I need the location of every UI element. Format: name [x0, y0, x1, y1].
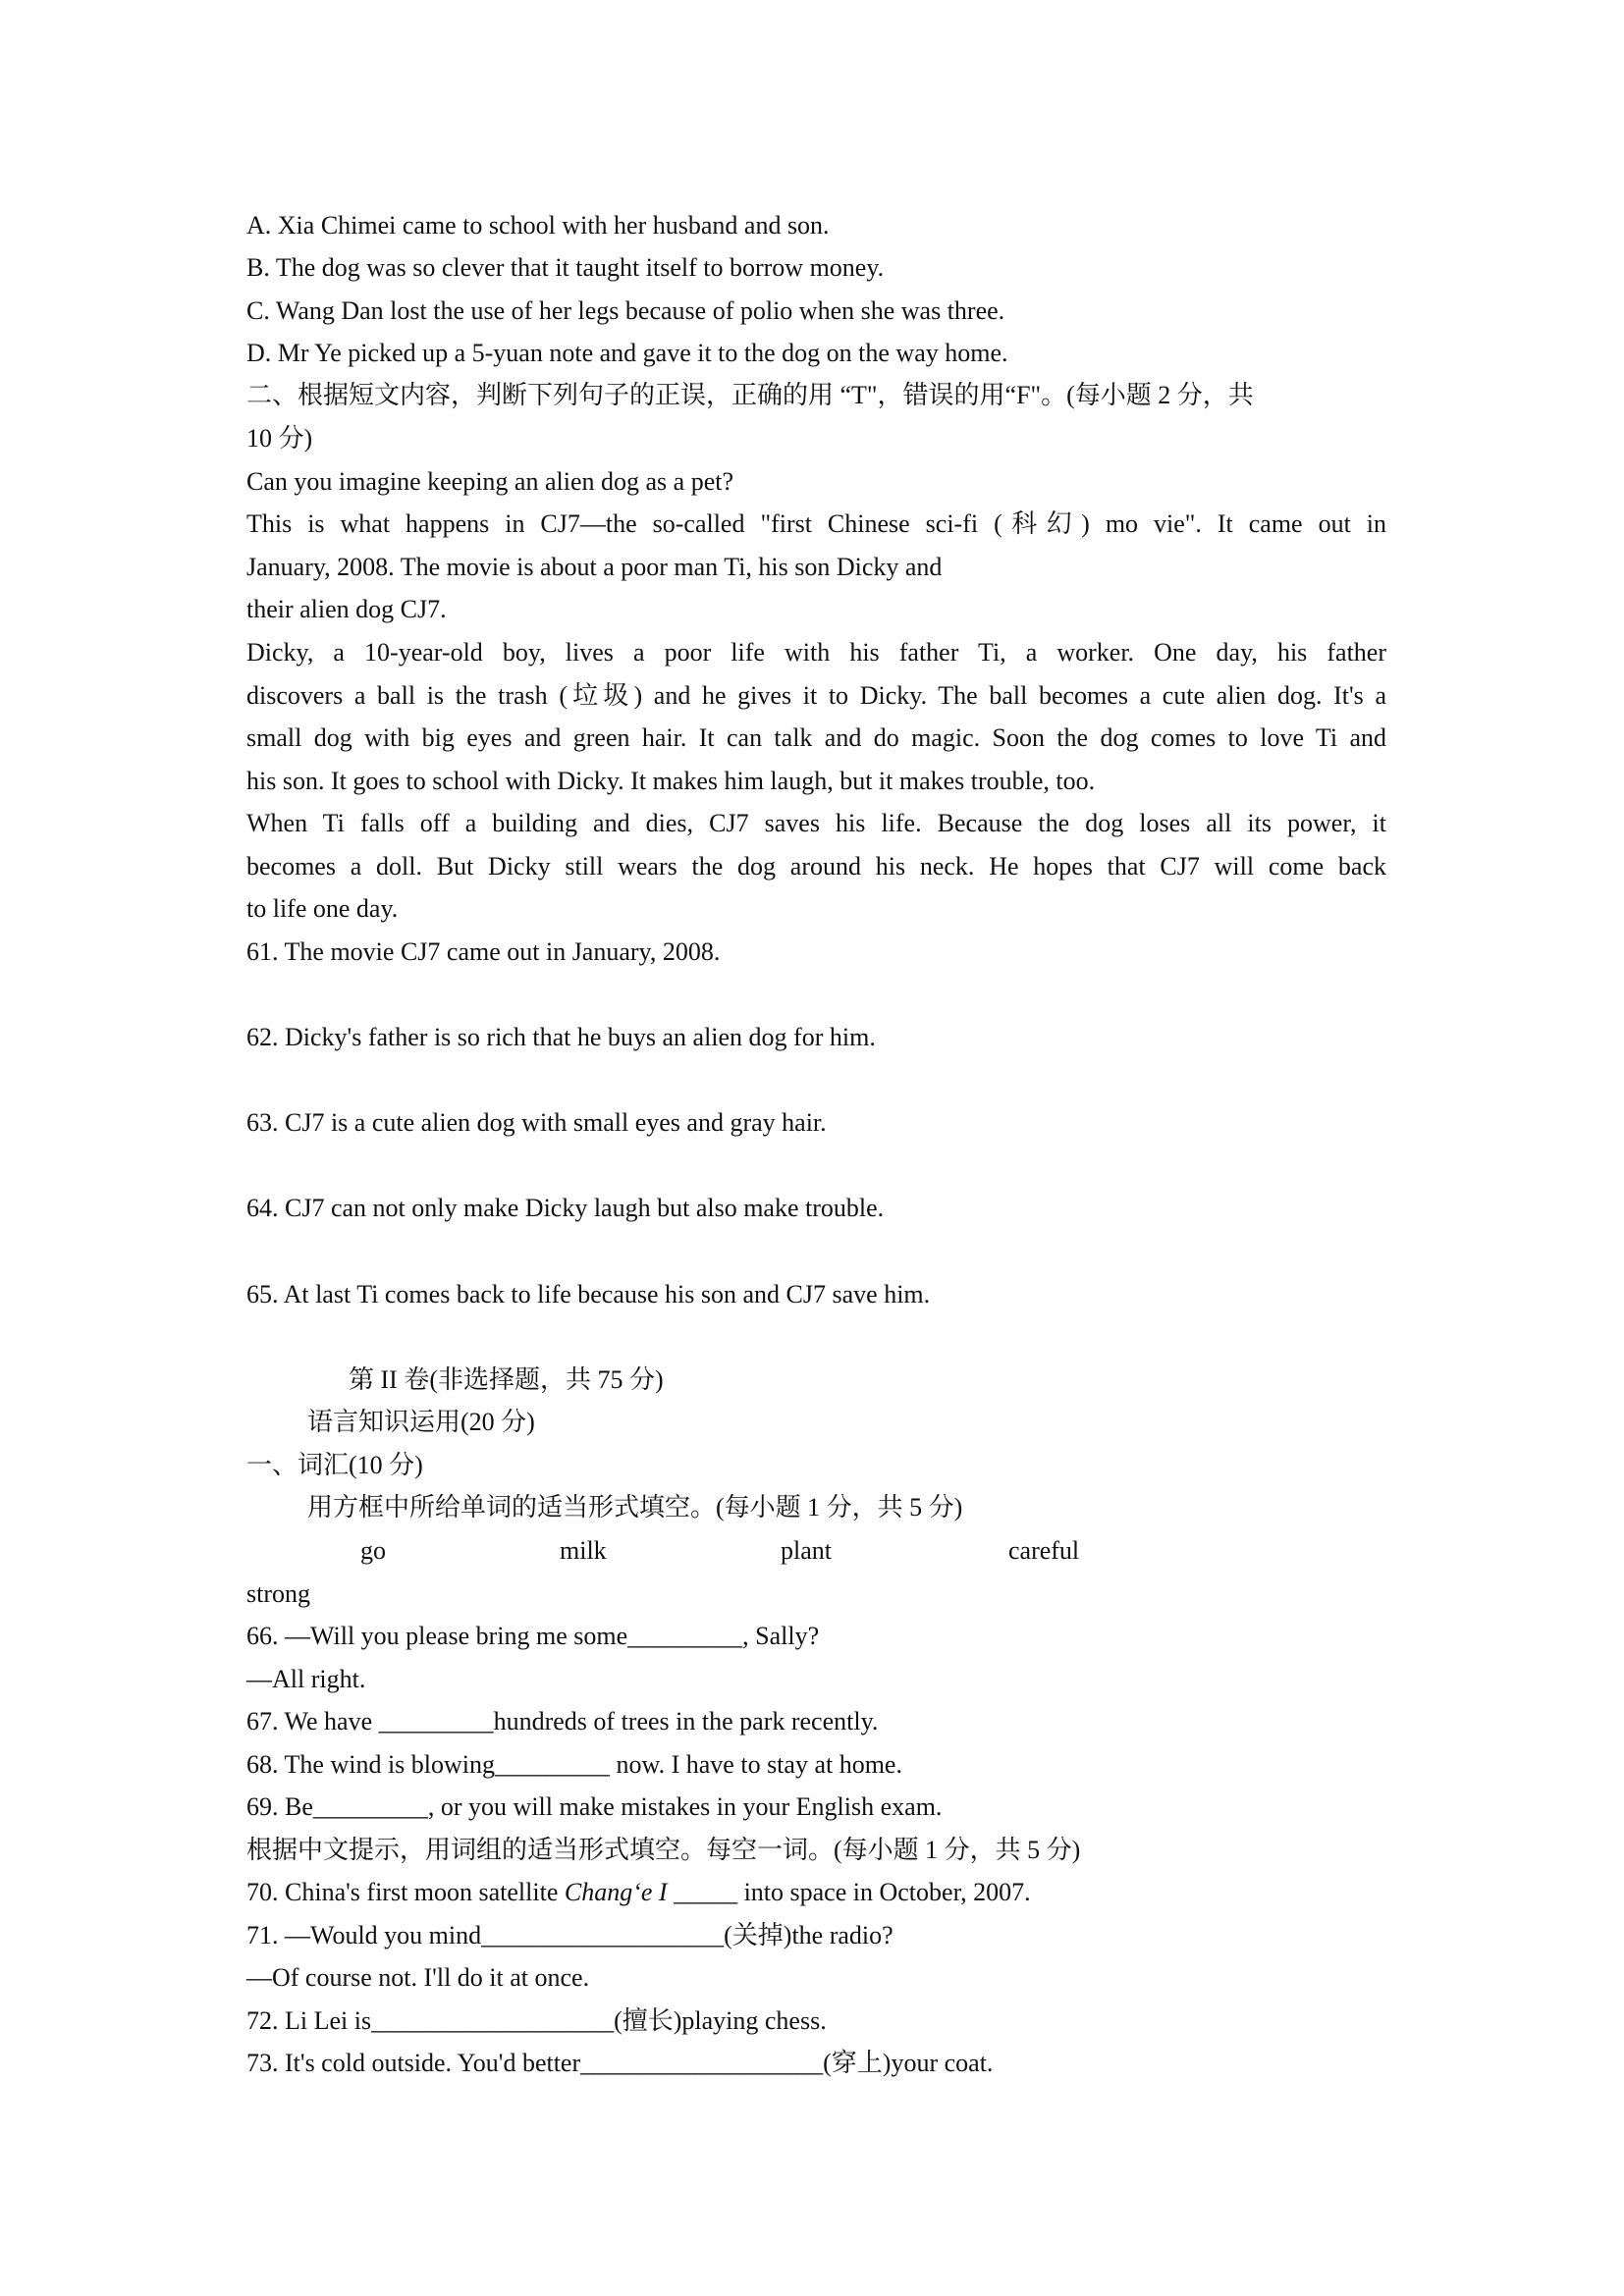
statement-62: 62. Dicky's father is so rich that he buys an alien dog for him. — [246, 1023, 876, 1051]
question-70-lead: 70. China's first moon satellite — [246, 1878, 565, 1906]
word-box-item: careful — [1008, 1536, 1080, 1565]
option-b: B. The dog was so clever that it taught itself to borrow money. — [246, 253, 885, 282]
section2-heading: 二、根据短文内容，判断下列句子的正误，正确的用 “T"，错误的用“F"。(每小题 2 分，共 — [246, 381, 1254, 409]
passage-line: When Ti falls off a building and dies, CJ7 saves his life. Because the dog loses all its power, it — [246, 809, 1386, 837]
part2-subtitle: 语言知识运用(20 分) — [307, 1408, 535, 1436]
question-71: 71. —Would you mind___________________(关掉)the radio? — [246, 1921, 893, 1949]
passage-line: January, 2008. The movie is about a poor man Ti, his son Dicky and — [246, 553, 943, 581]
passage-line: Dicky, a 10-year-old boy, lives a poor life with his father Ti, a worker. One day, his father — [246, 638, 1386, 667]
word-box-item: plant — [781, 1536, 832, 1565]
passage-line: small dog with big eyes and green hair. It can talk and do magic. Soon the dog comes to love Ti and — [246, 723, 1386, 752]
vocab-instruction: 用方框中所给单词的适当形式填空。(每小题 1 分，共 5 分) — [307, 1493, 963, 1522]
passage-line: his son. It goes to school with Dicky. It makes him laugh, but it makes trouble, too. — [246, 767, 1096, 795]
statement-65: 65. At last Ti comes back to life because his son and CJ7 save him. — [246, 1280, 931, 1308]
passage-line: becomes a doll. But Dicky still wears the dog around his neck. He hopes that CJ7 will come back — [246, 852, 1386, 881]
statement-64: 64. CJ7 can not only make Dicky laugh but also make trouble. — [246, 1194, 885, 1222]
satellite-name: Chang‘e I — [564, 1878, 668, 1906]
word-box-item: strong — [246, 1579, 310, 1608]
question-71-reply: —Of course not. I'll do it at once. — [246, 1963, 590, 1992]
vocab-heading: 一、词汇(10 分) — [246, 1451, 423, 1479]
statement-63: 63. CJ7 is a cute alien dog with small eyes and gray hair. — [246, 1108, 827, 1137]
option-c: C. Wang Dan lost the use of her legs because of polio when she was three. — [246, 296, 1005, 325]
question-73: 73. It's cold outside. You'd better___________________(穿上)your coat. — [246, 2049, 994, 2077]
statement-61: 61. The movie CJ7 came out in January, 2008. — [246, 937, 721, 966]
question-66-reply: —All right. — [246, 1665, 366, 1693]
passage-line: This is what happens in CJ7—the so-called "first Chinese sci-fi (科幻) mo vie". It came out in — [246, 509, 1386, 538]
passage-line: to life one day. — [246, 894, 399, 923]
question-70 — [246, 1876, 1031, 1909]
passage-line: Can you imagine keeping an alien dog as a pet? — [246, 467, 734, 496]
section2-heading-cont: 10 分) — [246, 424, 313, 453]
question-67: 67. We have _________hundreds of trees in the park recently. — [246, 1707, 879, 1735]
question-70-tail: _____ into space in October, 2007. — [667, 1878, 1031, 1906]
question-66: 66. —Will you please bring me some_________, Sally? — [246, 1622, 820, 1650]
passage-line: discovers a ball is the trash (垃圾) and he gives it to Dicky. The ball becomes a cute alien dog. It's a — [246, 681, 1386, 710]
question-72: 72. Li Lei is___________________(擅长)playing chess. — [246, 2006, 827, 2035]
word-box-item: go — [360, 1536, 386, 1565]
part2-title: 第 II 卷(非选择题，共 75 分) — [349, 1365, 664, 1394]
passage-line: their alien dog CJ7. — [246, 595, 447, 623]
option-a: A. Xia Chimei came to school with her husband and son. — [246, 211, 830, 240]
question-69: 69. Be_________, or you will make mistakes in your English exam. — [246, 1792, 943, 1821]
word-box-item: milk — [560, 1536, 607, 1565]
question-68: 68. The wind is blowing_________ now. I have to stay at home. — [246, 1750, 902, 1779]
phrase-instruction: 根据中文提示，用词组的适当形式填空。每空一词。(每小题 1 分，共 5 分) — [246, 1836, 1081, 1864]
option-d: D. Mr Ye picked up a 5-yuan note and gave it to the dog on the way home. — [246, 339, 1008, 367]
